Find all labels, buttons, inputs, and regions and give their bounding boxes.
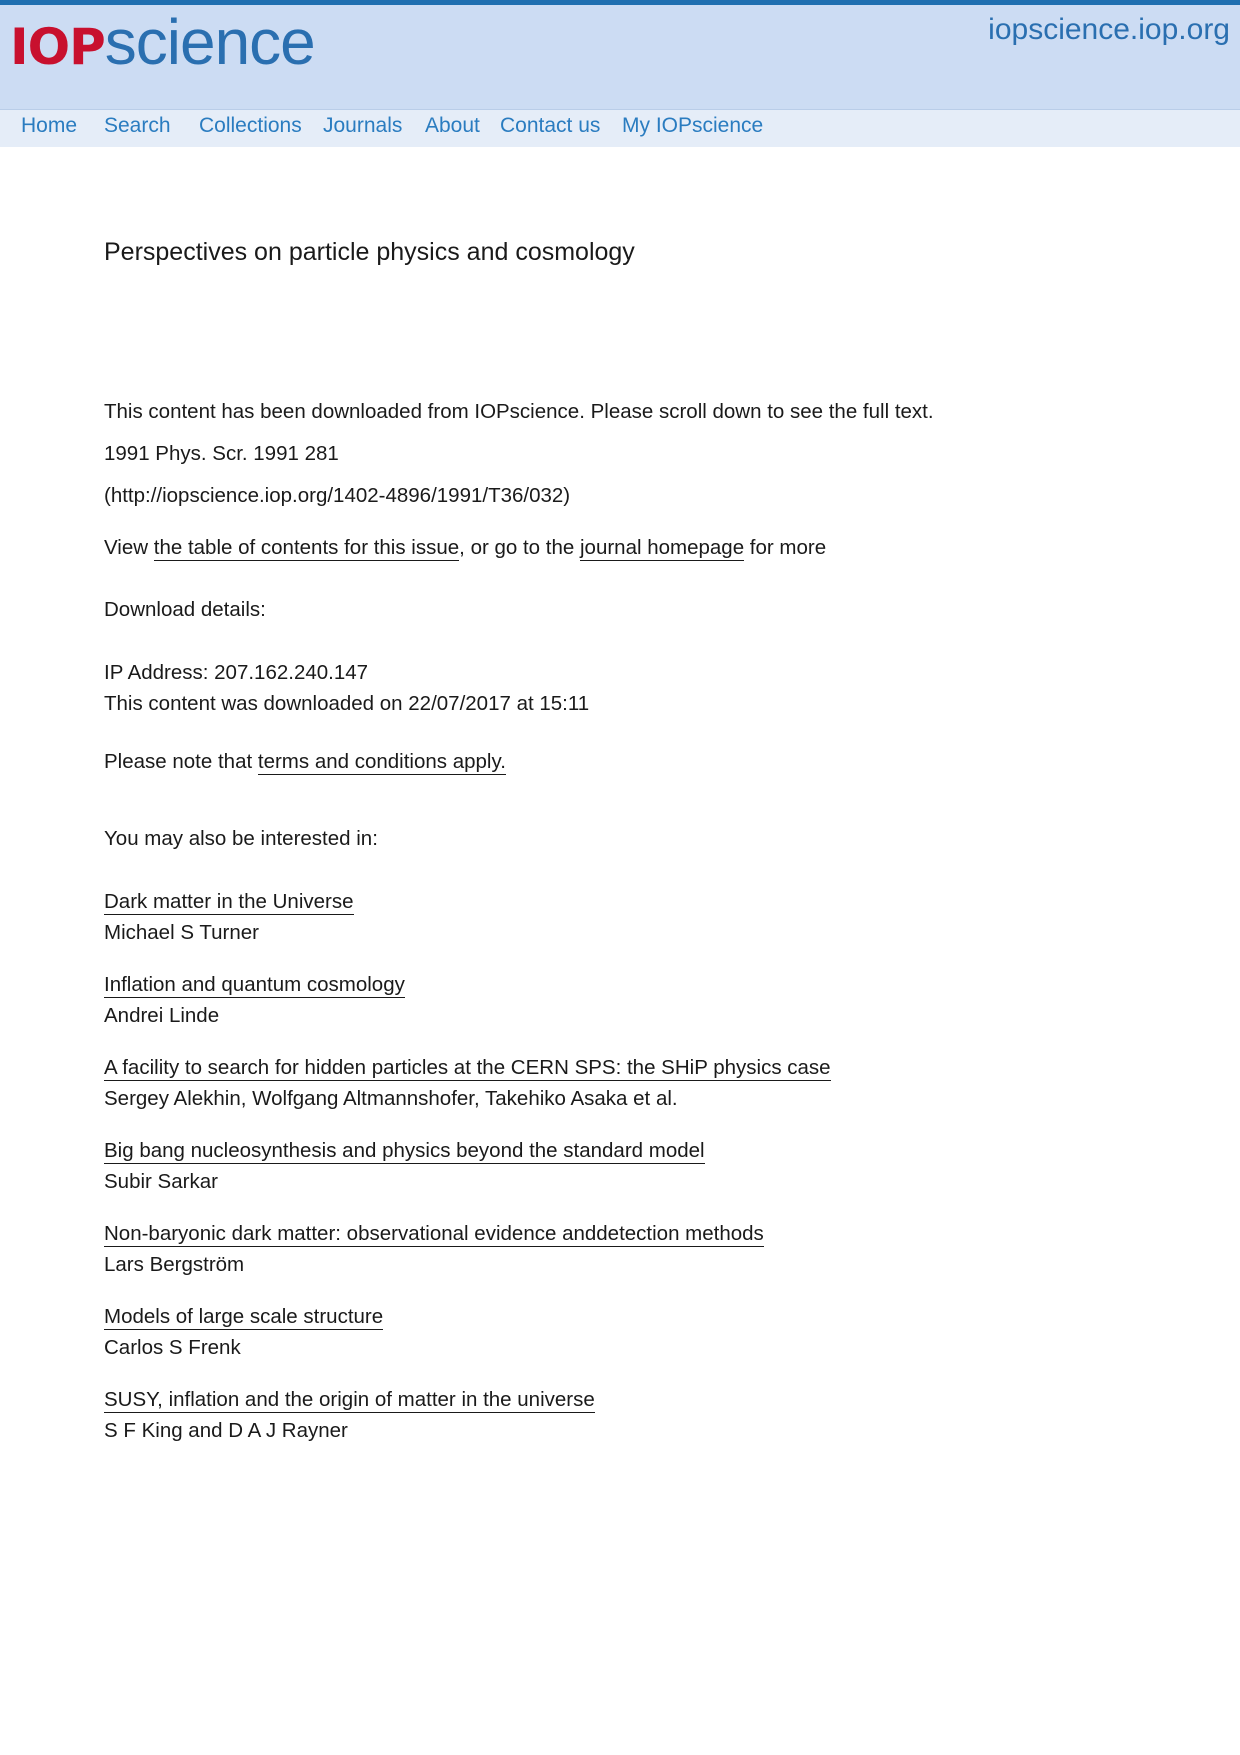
download-notice: This content has been downloaded from IOPscience. Please scroll down to see the full text. <box>104 400 934 423</box>
ip-address: IP Address: 207.162.240.147 <box>104 661 369 684</box>
related-item-authors: Carlos S Frenk <box>104 1336 241 1359</box>
nav-contact-us[interactable]: Contact us <box>500 114 601 137</box>
terms-prefix: Please note that <box>104 750 258 773</box>
view-middle: , or go to the <box>459 536 580 559</box>
nav-my-iopscience[interactable]: My IOPscience <box>622 114 764 137</box>
terms-line <box>104 750 506 774</box>
article-url: (http://iopscience.iop.org/1402-4896/1991/T36/032) <box>104 484 571 507</box>
related-item-authors: Andrei Linde <box>104 1004 220 1027</box>
site-url[interactable]: iopscience.iop.org <box>988 13 1230 46</box>
terms-link[interactable]: terms and conditions apply. <box>257 750 506 773</box>
view-prefix: View <box>104 536 154 559</box>
related-item-title[interactable]: Dark matter in the Universe <box>104 890 354 913</box>
nav-journals[interactable]: Journals <box>323 114 403 137</box>
related-item <box>104 1305 383 1329</box>
nav-home[interactable]: Home <box>21 114 78 137</box>
view-more-line <box>104 536 826 560</box>
view-suffix: for more <box>744 536 827 559</box>
related-item-title[interactable]: SUSY, inflation and the origin of matter in the universe <box>104 1388 595 1411</box>
related-item <box>104 973 405 997</box>
related-item-authors: Sergey Alekhin, Wolfgang Altmannshofer, Takehiko Asaka et al. <box>104 1087 678 1110</box>
related-item <box>104 1388 595 1412</box>
nav-about[interactable]: About <box>425 114 480 137</box>
related-item-title[interactable]: Big bang nucleosynthesis and physics beyond the standard model <box>104 1139 705 1162</box>
related-item <box>104 1056 831 1080</box>
downloaded-on: This content was downloaded on 22/07/2017 at 15:11 <box>104 692 590 715</box>
logo-science-text: science <box>104 6 315 78</box>
iopscience-logo[interactable] <box>10 7 315 77</box>
toc-link[interactable]: the table of contents for this issue <box>153 536 460 559</box>
logo-iop-text: IOP <box>10 18 105 76</box>
related-item-title[interactable]: Non-baryonic dark matter: observational evidence anddetection methods <box>104 1222 764 1245</box>
related-item <box>104 890 354 914</box>
journal-homepage-link[interactable]: journal homepage <box>579 536 745 559</box>
related-item-authors: Michael S Turner <box>104 921 259 944</box>
nav-collections[interactable]: Collections <box>199 114 302 137</box>
related-item-title[interactable]: Inflation and quantum cosmology <box>104 973 405 996</box>
citation: 1991 Phys. Scr. 1991 281 <box>104 442 339 465</box>
related-item-title[interactable]: A facility to search for hidden particles at the CERN SPS: the SHiP physics case <box>104 1056 831 1079</box>
page-title: Perspectives on particle physics and cosmology <box>104 238 635 266</box>
download-details-heading: Download details: <box>104 598 266 621</box>
main-nav <box>0 109 1240 147</box>
nav-search[interactable]: Search <box>104 114 171 137</box>
related-item <box>104 1222 764 1246</box>
related-item <box>104 1139 705 1163</box>
related-item-authors: S F King and D A J Rayner <box>104 1419 348 1442</box>
related-item-authors: Lars Bergström <box>104 1253 245 1276</box>
related-heading: You may also be interested in: <box>104 827 378 850</box>
related-item-authors: Subir Sarkar <box>104 1170 218 1193</box>
site-header <box>0 5 1240 109</box>
related-item-title[interactable]: Models of large scale structure <box>104 1305 384 1328</box>
